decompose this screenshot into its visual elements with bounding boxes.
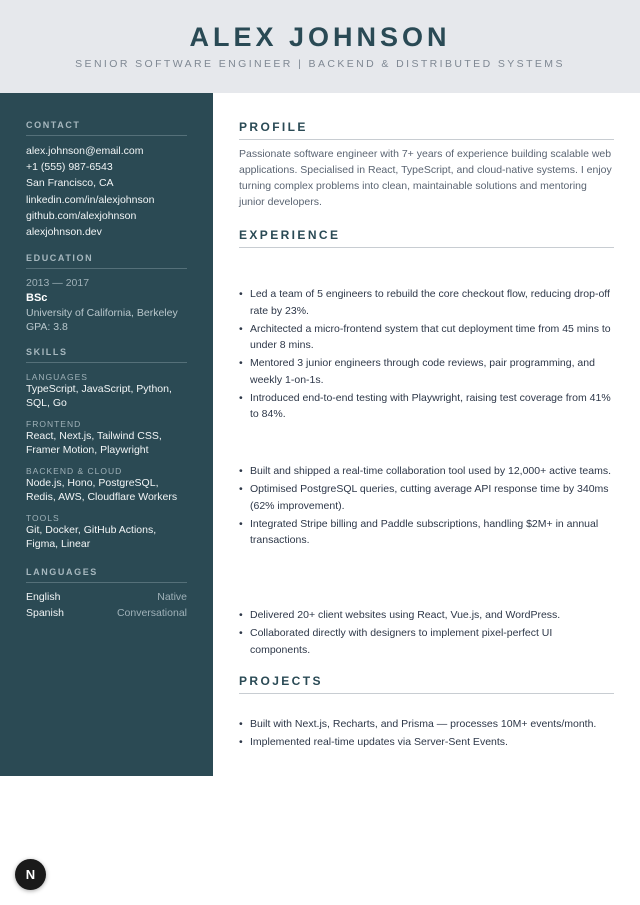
language-level: Native	[157, 591, 187, 603]
education-section	[26, 253, 187, 334]
list-item: • Led a team of 5 engineers to rebuild the core checkout flow, reducing drop-off rate by 23%.	[239, 286, 614, 319]
language-row	[26, 605, 187, 621]
list-item: • Integrated Stripe billing and Paddle subscriptions, handling $2M+ in annual transactions.	[239, 516, 614, 549]
list-item: • Delivered 20+ client websites using React, Vue.js, and WordPress.	[239, 607, 614, 624]
language-name: Spanish	[26, 607, 64, 619]
language-level: Conversational	[116, 607, 187, 619]
list-item: • Implemented real-time updates via Server-Sent Events.	[239, 734, 614, 751]
list-item: • Collaborated directly with designers to implement pixel-perfect UI components.	[239, 625, 614, 658]
skill-category: BACKEND & CLOUD	[26, 466, 123, 476]
contact-github[interactable]: github.com/alexjohnson	[26, 209, 137, 222]
resume-header	[0, 0, 640, 93]
project-bullets	[239, 716, 614, 752]
list-item: • Optimised PostgreSQL queries, cutting average API response time by 340ms (62% improvement).	[239, 481, 614, 514]
skill-category: FRONTEND	[26, 419, 82, 429]
skill-list: TypeScript, JavaScript, Python, SQL, Go	[26, 383, 172, 409]
contact-title: CONTACT	[26, 120, 187, 136]
languages-title: LANGUAGES	[26, 567, 187, 583]
education-years: 2013 — 2017	[26, 277, 90, 289]
skill-group	[26, 512, 187, 551]
projects-title: PROJECTS	[239, 674, 614, 694]
skill-category: TOOLS	[26, 513, 60, 523]
education-gpa: GPA: 3.8	[26, 321, 68, 333]
education-degree: BSc	[26, 292, 48, 304]
profile-text: Passionate software engineer with 7+ years of experience building scalable web applications. Specialised in React, TypeScript, and cloud-native systems. I enjoy turning complex problems into clean, maintainable solutions and mentoring junior developers.	[239, 148, 612, 208]
candidate-subtitle: SENIOR SOFTWARE ENGINEER | BACKEND & DISTRIBUTED SYSTEMS	[75, 58, 565, 70]
list-item: • Mentored 3 junior engineers through code reviews, pair programming, and weekly 1-on-1s.	[239, 355, 614, 388]
skills-section	[26, 347, 187, 551]
skill-group	[26, 465, 187, 504]
list-item: • Built and shipped a real-time collaboration tool used by 12,000+ active teams.	[239, 463, 614, 480]
list-item: • Architected a micro-frontend system that cut deployment time from 45 mins to under 8 mins.	[239, 321, 614, 354]
experience-title: EXPERIENCE	[239, 228, 614, 248]
list-item: • Built with Next.js, Recharts, and Prisma — processes 10M+ events/month.	[239, 716, 614, 733]
contact-phone[interactable]: +1 (555) 987-6543	[26, 161, 113, 174]
skill-group	[26, 371, 187, 410]
skill-list: React, Next.js, Tailwind CSS, Framer Motion, Playwright	[26, 430, 162, 456]
skill-list: Node.js, Hono, PostgreSQL, Redis, AWS, Cloudflare Workers	[26, 477, 178, 503]
experience-job-bullets	[239, 286, 614, 424]
skills-title: SKILLS	[26, 347, 187, 363]
skill-category: LANGUAGES	[26, 372, 88, 382]
experience-job-bullets	[239, 607, 614, 660]
skill-group	[26, 418, 187, 457]
contact-email[interactable]: alex.johnson@email.com	[26, 145, 144, 157]
contact-website[interactable]: alexjohnson.dev	[26, 226, 102, 239]
n-logo-icon[interactable]: N	[15, 859, 46, 890]
education-title: EDUCATION	[26, 253, 187, 269]
profile-title: PROFILE	[239, 120, 614, 140]
sidebar	[0, 93, 213, 776]
language-row	[26, 589, 187, 605]
list-item: • Introduced end-to-end testing with Playwright, raising test coverage from 41% to 84%.	[239, 390, 614, 423]
language-name: English	[26, 591, 61, 603]
candidate-name: ALEX JOHNSON	[189, 22, 451, 52]
experience-job-bullets	[239, 463, 614, 550]
education-school: University of California, Berkeley	[26, 307, 178, 319]
contact-location: San Francisco, CA	[26, 177, 114, 190]
languages-section	[26, 567, 187, 621]
contact-list	[26, 143, 187, 240]
contact-linkedin[interactable]: linkedin.com/in/alexjohnson	[26, 193, 155, 206]
contact-section	[26, 120, 187, 240]
skill-list: Git, Docker, GitHub Actions, Figma, Linear	[26, 524, 157, 550]
